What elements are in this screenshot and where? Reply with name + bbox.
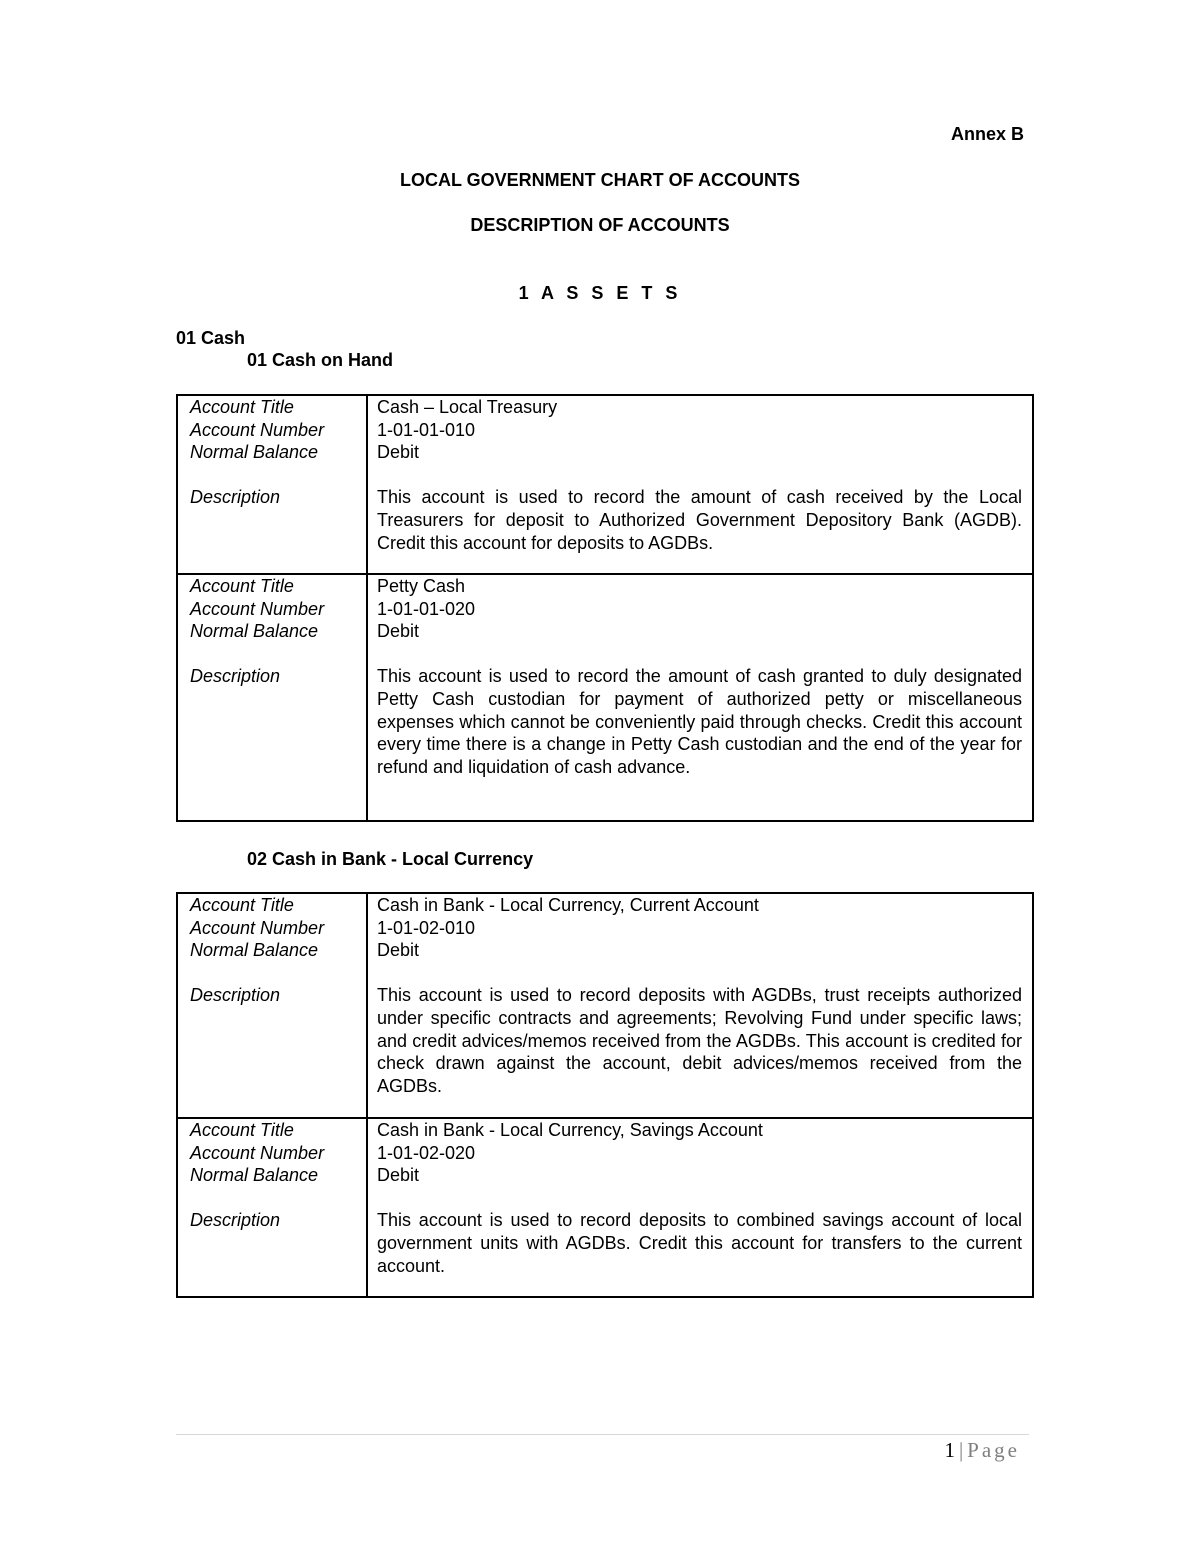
account-row: [177, 574, 1033, 821]
label-normal-balance: Normal Balance: [190, 940, 319, 961]
label-account-number: Account Number: [190, 419, 325, 440]
group-heading-cash: 01 Cash: [176, 328, 246, 348]
account-values: [367, 395, 1033, 574]
document-title: LOCAL GOVERNMENT CHART OF ACCOUNTS: [400, 170, 800, 190]
normal-balance: Debit: [377, 940, 420, 961]
account-title: Cash in Bank - Local Currency, Savings Account: [377, 1120, 763, 1140]
account-description: This account is used to record deposits to combined savings account of local government units with AGDBs. Credit this account for transfers to the current account.: [377, 1210, 1022, 1276]
account-title: Cash – Local Treasury: [377, 397, 558, 417]
account-description: This account is used to record the amount of cash granted to duly designated Petty Cash custodian for payment of authorized petty or miscellaneous expenses which cannot be conveniently paid through checks. Credit this account every time there is a change in Petty Cash custodian and the end of the year for refund and liquidation of cash advance.: [377, 666, 1022, 777]
footer-divider: [176, 1434, 1029, 1435]
account-values: [367, 574, 1033, 821]
label-description: Description: [190, 1210, 281, 1231]
account-title: Petty Cash: [377, 576, 466, 596]
page-separator: |: [958, 1438, 964, 1462]
label-description: Description: [190, 985, 281, 1006]
account-row: [177, 395, 1033, 574]
accounts-table-cash-on-hand: [176, 394, 1034, 822]
subheading-cash-in-bank: 02 Cash in Bank - Local Currency: [247, 849, 534, 869]
account-labels: [177, 1118, 367, 1297]
account-labels: [177, 395, 367, 574]
label-account-title: Account Title: [190, 576, 294, 596]
label-account-title: Account Title: [190, 895, 294, 915]
account-values: [367, 893, 1033, 1118]
account-number: 1-01-02-020: [377, 1142, 476, 1163]
label-account-number: Account Number: [190, 598, 325, 619]
label-account-title: Account Title: [190, 397, 294, 417]
label-normal-balance: Normal Balance: [190, 1165, 319, 1186]
normal-balance: Debit: [377, 621, 420, 642]
annex-label: Annex B: [950, 124, 1024, 144]
section-title: 1 A S S E T S: [518, 283, 682, 303]
account-number: 1-01-01-010: [377, 419, 476, 440]
page-number: 1: [944, 1438, 955, 1462]
account-number: 1-01-01-020: [377, 598, 476, 619]
label-account-title: Account Title: [190, 1120, 294, 1140]
account-number: 1-01-02-010: [377, 917, 476, 938]
label-account-number: Account Number: [190, 917, 325, 938]
account-title: Cash in Bank - Local Currency, Current Account: [377, 895, 759, 915]
account-labels: [177, 893, 367, 1118]
normal-balance: Debit: [377, 442, 420, 463]
label-normal-balance: Normal Balance: [190, 621, 319, 642]
accounts-table-cash-in-bank: [176, 892, 1034, 1298]
account-row: [177, 1118, 1033, 1297]
account-labels: [177, 574, 367, 821]
label-description: Description: [190, 487, 281, 508]
account-row: [177, 893, 1033, 1118]
page-label: Page: [967, 1438, 1020, 1462]
label-normal-balance: Normal Balance: [190, 442, 319, 463]
normal-balance: Debit: [377, 1165, 420, 1186]
document-subtitle: DESCRIPTION OF ACCOUNTS: [470, 215, 730, 235]
account-values: [367, 1118, 1033, 1297]
account-description: This account is used to record the amount of cash received by the Local Treasurers for deposit to Authorized Government Depository Bank (AGDB). Credit this account for deposits to AGDBs.: [377, 487, 1022, 553]
subheading-cash-on-hand: 01 Cash on Hand: [247, 350, 394, 370]
label-description: Description: [190, 666, 281, 687]
label-account-number: Account Number: [190, 1142, 325, 1163]
account-description: This account is used to record deposits with AGDBs, trust receipts authorized under specific contracts and agreements; Revolving Fund under specific laws; and credit advices/memos received from the AGDBs. This account is credited for check drawn against the account, debit advices/memos received from the AGDBs.: [377, 985, 1022, 1096]
page-footer: [944, 1438, 1020, 1463]
